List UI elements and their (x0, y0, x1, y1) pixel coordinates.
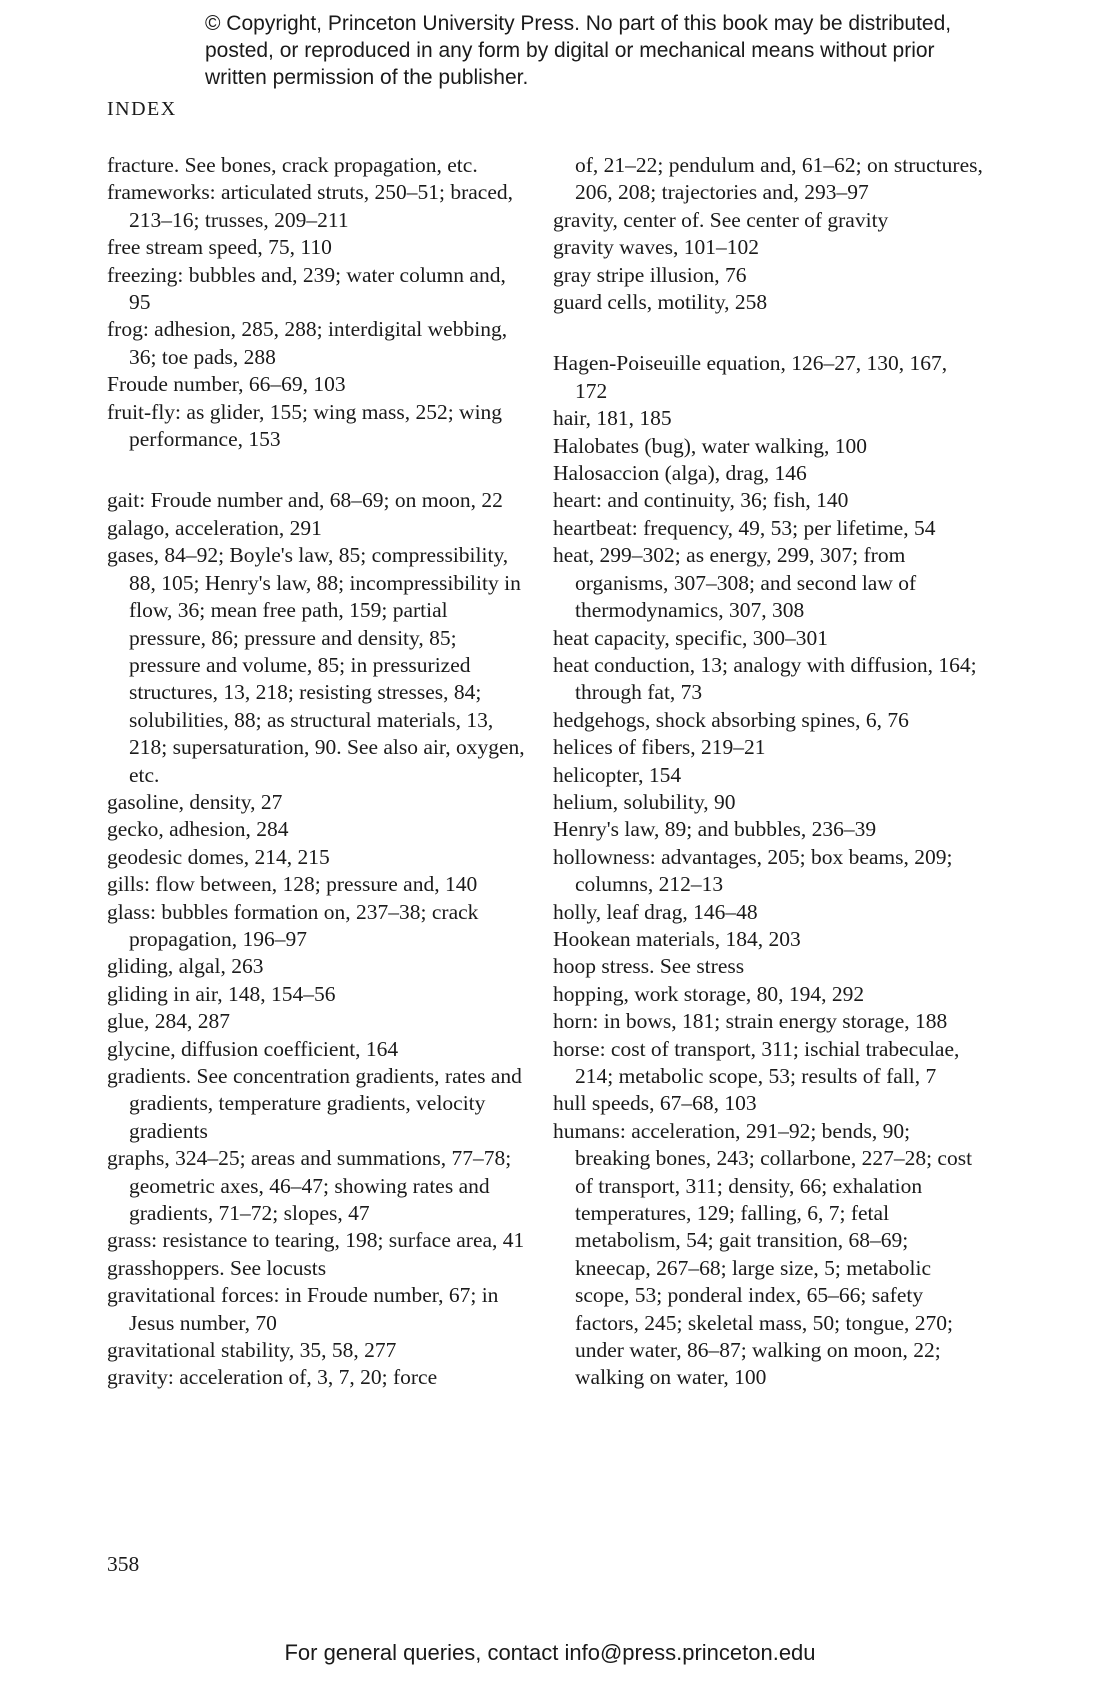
running-head: INDEX (107, 98, 177, 120)
index-entry: Halobates (bug), water walking, 100 (553, 433, 868, 458)
index-entry: heat conduction, 13; analogy with diffusion, 164; through fat, 73 (553, 652, 977, 705)
index-entry: frog: adhesion, 285, 288; interdigital webbing, 36; toe pads, 288 (107, 317, 508, 369)
index-entry: hollowness: advantages, 205; box beams, 209; columns, 212–13 (553, 844, 953, 897)
index-column-right (553, 152, 983, 1392)
index-entry: glue, 284, 287 (107, 1009, 231, 1034)
index-entry: gravitational stability, 35, 58, 277 (107, 1338, 397, 1363)
index-entry: heat, 299–302; as energy, 299, 307; from organisms, 307–308; and second law of thermodynamics, 307, 308 (553, 543, 917, 623)
index-entry: gravity: acceleration of, 3, 7, 20; force (107, 1365, 438, 1390)
index-entry: helices of fibers, 219–21 (553, 735, 766, 760)
index-entry: hoop stress. See stress (553, 954, 745, 979)
index-entry-continued: of, 21–22; pendulum and, 61–62; on structures, 206, 208; trajectories and, 293–97 (575, 153, 983, 205)
index-entry: geodesic domes, 214, 215 (107, 844, 330, 869)
index-entry: holly, leaf drag, 146–48 (553, 899, 758, 924)
index-entry: Henry's law, 89; and bubbles, 236–39 (553, 817, 877, 842)
index-entry: glycine, diffusion coefficient, 164 (107, 1036, 399, 1061)
index-entry: glass: bubbles formation on, 237–38; crack propagation, 196–97 (107, 899, 479, 951)
index-entry: gait: Froude number and, 68–69; on moon, 22 (107, 488, 503, 513)
index-entry: helium, solubility, 90 (553, 789, 736, 814)
index-entry: gasoline, density, 27 (107, 789, 283, 814)
index-entry: heartbeat: frequency, 49, 53; per lifetime, 54 (553, 515, 936, 540)
index-entry: gravity waves, 101–102 (553, 235, 760, 260)
index-entry: heat capacity, specific, 300–301 (553, 625, 829, 650)
index-entry: helicopter, 154 (553, 762, 682, 787)
index-entry: fruit-fly: as glider, 155; wing mass, 252; wing performance, 153 (107, 399, 503, 452)
index-entry: gliding, algal, 263 (107, 954, 264, 979)
page-number: 358 (107, 1552, 140, 1576)
index-entry: grass: resistance to tearing, 198; surface area, 41 (107, 1228, 525, 1253)
index-entry: free stream speed, 75, 110 (107, 235, 332, 260)
contact-footer: For general queries, contact info@press.princeton.edu (284, 1640, 816, 1665)
index-entry: Hookean materials, 184, 203 (553, 926, 801, 951)
index-entry: gradients. See concentration gradients, rates and gradients, temperature gradients, velocity gradients (107, 1064, 522, 1143)
index-entry: Hagen-Poiseuille equation, 126–27, 130, 167, 172 (553, 351, 948, 403)
index-entry: fracture. See bones, crack propagation, etc. (107, 153, 478, 177)
index-entry: gills: flow between, 128; pressure and, 140 (107, 872, 478, 897)
index-entry: galago, acceleration, 291 (107, 515, 322, 540)
index-entry: graphs, 324–25; areas and summations, 77–78; geometric axes, 46–47; showing rates and gradients, 71–72; slopes, 47 (107, 1146, 512, 1226)
index-entry: gecko, adhesion, 284 (107, 817, 289, 842)
index-entry: Halosaccion (alga), drag, 146 (553, 461, 807, 486)
index-column-left (107, 152, 527, 1392)
index-entry: heart: and continuity, 36; fish, 140 (553, 488, 849, 513)
index-entry: gray stripe illusion, 76 (553, 262, 747, 287)
index-entry: grasshoppers. See locusts (107, 1255, 327, 1280)
letter-group-divider (553, 316, 983, 350)
index-entry: frameworks: articulated struts, 250–51; braced, 213–16; trusses, 209–211 (107, 180, 513, 232)
index-entry: hopping, work storage, 80, 194, 292 (553, 981, 865, 1006)
index-entry: horse: cost of transport, 311; ischial trabeculae, 214; metabolic scope, 53; results of fall, 7 (553, 1036, 960, 1088)
copyright-notice: © Copyright, Princeton University Press. No part of this book may be distributed, posted, or reproduced in any form by digital or mechanical means without prior written permission of the publisher. (205, 12, 952, 89)
index-entry: hull speeds, 67–68, 103 (553, 1091, 757, 1116)
letter-group-divider (107, 453, 527, 487)
index-entry: gases, 84–92; Boyle's law, 85; compressibility, 88, 105; Henry's law, 88; incompressibility in flow, 36; mean free path, 159; partial pressure, 86; pressure and density, 85; pressure and volume, 85; in pressurized structures, 13, 218; resisting stresses, 84; solubilities, 88; as structural materials, 13, 218; supersaturation, 90. See also air, oxygen, etc. (107, 543, 525, 787)
index-entry: Froude number, 66–69, 103 (107, 372, 346, 397)
index-entry: freezing: bubbles and, 239; water column and, 95 (107, 262, 506, 315)
index-entry: guard cells, motility, 258 (553, 290, 768, 315)
index-entry: gravitational forces: in Froude number, 67; in Jesus number, 70 (107, 1283, 499, 1335)
index-entry: hedgehogs, shock absorbing spines, 6, 76 (553, 707, 909, 732)
index-entry: hair, 181, 185 (553, 406, 672, 431)
index-entry: humans: acceleration, 291–92; bends, 90; breaking bones, 243; collarbone, 227–28; cost of transport, 311; density, 66; exhalation temperatures, 129; falling, 6, 7; fetal metabolism, 54; gait transition, 68–69; kneecap, 267–68; large size, 5; metabolic scope, 53; ponderal index, 65–66; safety factors, 245; skeletal mass, 50; tongue, 270; under water, 86–87; walking on moon, 22; walking on water, 100 (553, 1118, 973, 1390)
index-entry: horn: in bows, 181; strain energy storage, 188 (553, 1009, 948, 1034)
index-entry: gliding in air, 148, 154–56 (107, 981, 336, 1006)
index-entry: gravity, center of. See center of gravity (553, 207, 889, 232)
